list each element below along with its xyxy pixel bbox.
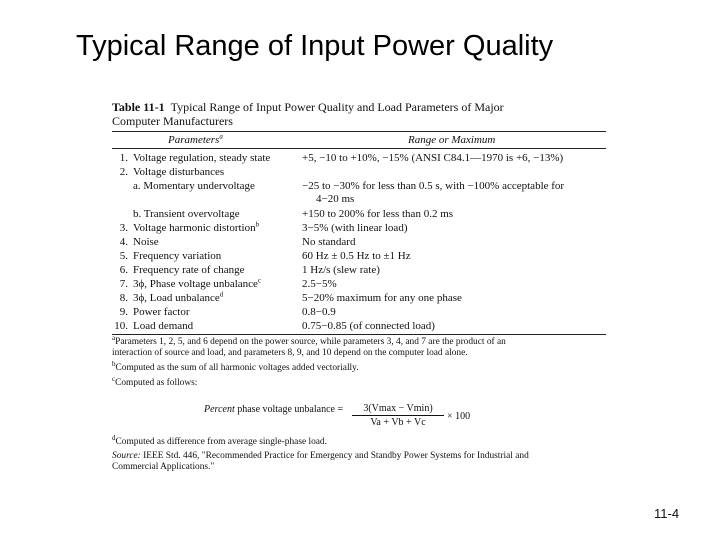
param-cell: Load demand [133, 320, 194, 332]
row-number: 1. [119, 152, 128, 164]
table-source: Source: IEEE Std. 446, "Recommended Practice for Emergency and Standby Power Systems for Industrial and Commercial Applications." [112, 451, 529, 472]
range-cell: 5−20% maximum for any one phase [302, 292, 462, 304]
header-rule [112, 148, 606, 149]
row-number: 5. [119, 250, 128, 262]
row-number: 2. [119, 166, 128, 178]
row-number: 6. [119, 264, 128, 276]
param-cell: Noise [133, 236, 159, 248]
header-parameters: Parameters$^a$ [168, 132, 223, 146]
param-cell: Voltage regulation, steady state [133, 152, 271, 164]
range-cell: 0.8−0.9 [302, 306, 336, 318]
range-cell: 2.5−5% [302, 278, 337, 290]
footnote-d: $^d$Computed as difference from average single-phase load. [112, 433, 327, 447]
range-cell: +150 to 200% for less than 0.2 ms [302, 208, 454, 220]
param-cell: b. Transient overvoltage [133, 208, 240, 220]
param-cell: 3ϕ, Phase voltage unbalance$^c$ [133, 276, 262, 290]
footnote-a: $^a$Parameters 1, 2, 5, and 6 depend on the power source, while parameters 3, 4, and 7 are the product of an interaction of source and load, and parameters 8, 9, and 10 depend on the computer load alone. [112, 333, 506, 358]
table-footnotes-lower [112, 433, 612, 473]
page-number: 11-4 [654, 506, 680, 521]
footnote-b: $^b$Computed as the sum of all harmonic voltages added vectorially. [112, 359, 359, 373]
table-caption-label: Table 11-1 [112, 100, 165, 114]
range-cell: 60 Hz ± 0.5 Hz to ±1 Hz [302, 250, 411, 262]
table-caption-text: Typical Range of Input Power Quality and Load Parameters of Major Computer Manufacturers [112, 100, 504, 128]
range-cell: No standard [302, 236, 356, 248]
header-range: Range or Maximum [408, 134, 496, 146]
range-cell-continued: 4−20 ms [316, 193, 355, 205]
row-number: 4. [119, 236, 128, 248]
range-cell: −25 to −30% for less than 0.5 s, with −100% acceptable for [302, 180, 565, 192]
formula-fraction [352, 403, 444, 428]
formula-numerator: 3(Vmax − Vmin) [363, 403, 433, 414]
param-cell: Voltage disturbances [133, 166, 225, 178]
row-number: 7. [119, 278, 128, 290]
param-cell: Frequency rate of change [133, 264, 245, 276]
formula-lhs: Percent phase voltage unbalance = [204, 404, 344, 415]
table-caption [112, 100, 524, 128]
range-cell: 0.75−0.85 (of connected load) [302, 320, 435, 332]
range-cell: 3−5% (with linear load) [302, 222, 408, 234]
row-number: 9. [119, 306, 128, 318]
row-number: 10. [114, 320, 128, 332]
slide-title: Typical Range of Input Power Quality [76, 30, 554, 62]
param-cell: Voltage harmonic distortion$^b$ [133, 220, 260, 234]
row-number: 8. [119, 292, 128, 304]
table-bottom-rule [112, 334, 606, 335]
param-cell: a. Momentary undervoltage [133, 180, 255, 192]
footnote-c: $^c$Computed as follows: [112, 374, 198, 388]
row-number: 3. [119, 222, 128, 234]
param-cell: Power factor [133, 306, 190, 318]
param-cell: 3ϕ, Load unbalance$^d$ [133, 290, 224, 304]
table-footnotes [112, 333, 612, 389]
param-cell: Frequency variation [133, 250, 222, 262]
formula-denominator: Va + Vb + Vc [370, 417, 426, 428]
table-top-rule [112, 131, 606, 132]
formula-multiplier: × 100 [447, 411, 471, 422]
fraction-bar [352, 415, 444, 416]
range-cell: +5, −10 to +10%, −15% (ANSI C84.1—1970 is +6, −13%) [302, 152, 564, 164]
range-cell: 1 Hz/s (slew rate) [302, 264, 380, 276]
